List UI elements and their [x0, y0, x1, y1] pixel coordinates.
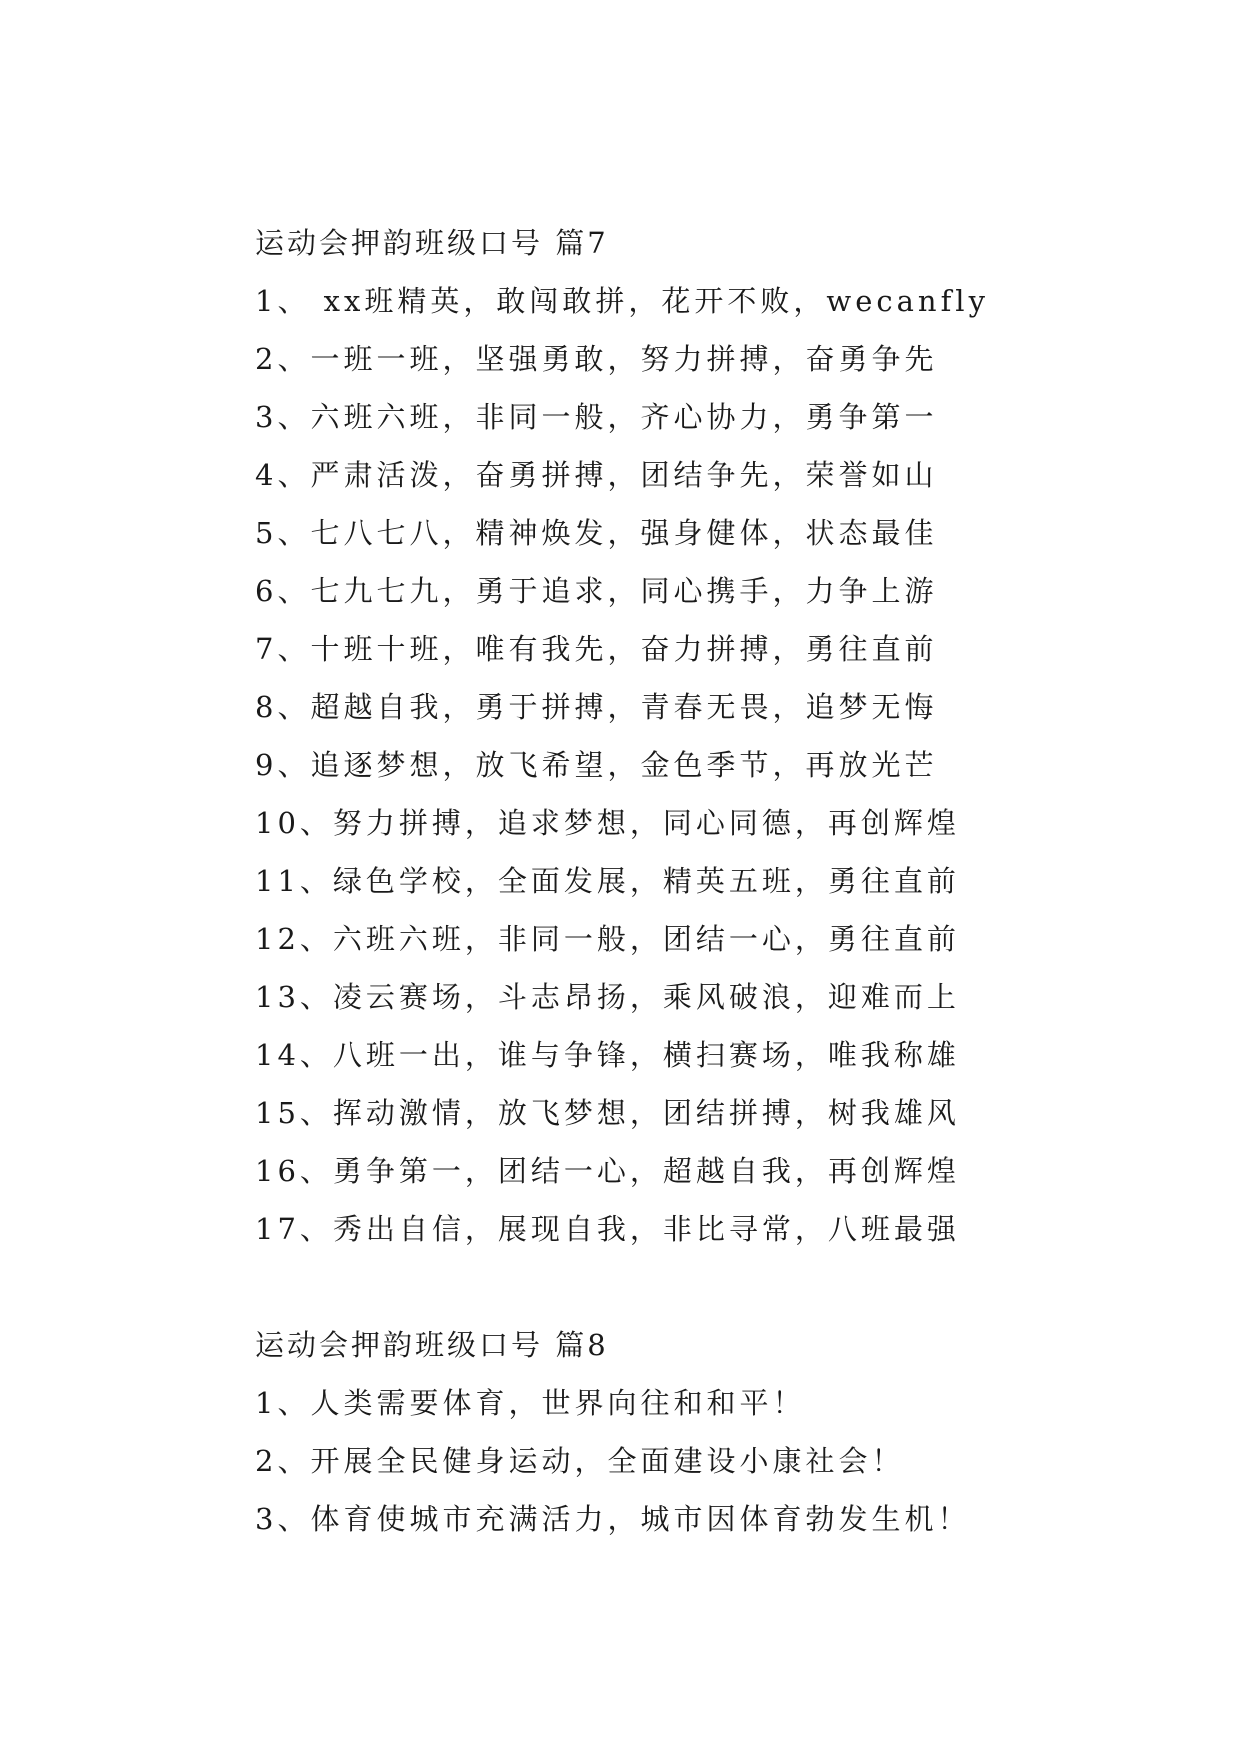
slogan-item: 2、一班一班，坚强勇敢，努力拼搏，奋勇争先 [255, 342, 938, 376]
slogan-item: 16、勇争第一，团结一心，超越自我，再创辉煌 [255, 1154, 960, 1188]
slogan-item: 11、绿色学校，全面发展，精英五班，勇往直前 [255, 864, 960, 898]
slogan-item: 6、七九七九，勇于追求，同心携手，力争上游 [255, 574, 938, 608]
slogan-item: 14、八班一出，谁与争锋，横扫赛场，唯我称雄 [255, 1038, 960, 1072]
document-page [255, 214, 1015, 1548]
section-7 [255, 214, 1015, 1258]
slogan-item: 12、六班六班，非同一般，团结一心，勇往直前 [255, 922, 960, 956]
slogan-item: 10、努力拼搏，追求梦想，同心同德，再创辉煌 [255, 806, 960, 840]
slogan-item: 3、体育使城市充满活力，城市因体育勃发生机！ [255, 1502, 971, 1536]
slogan-item: 17、秀出自信，展现自我，非比寻常，八班最强 [255, 1212, 960, 1246]
slogan-item: 1、人类需要体育，世界向往和和平！ [255, 1386, 806, 1420]
slogan-item: 3、六班六班，非同一般，齐心协力，勇争第一 [255, 400, 938, 434]
slogan-item: 13、凌云赛场，斗志昂扬，乘风破浪，迎难而上 [255, 980, 960, 1014]
section-gap [255, 1258, 1015, 1316]
section-title: 运动会押韵班级口号 篇8 [255, 1328, 609, 1362]
slogan-item: 15、挥动激情，放飞梦想，团结拼搏，树我雄风 [255, 1096, 960, 1130]
slogan-item: 9、追逐梦想，放飞希望，金色季节，再放光芒 [255, 748, 938, 782]
slogan-item: 1、 xx班精英，敢闯敢拼，花开不败，wecanfly [255, 284, 989, 318]
slogan-item: 8、超越自我，勇于拼搏，青春无畏，追梦无悔 [255, 690, 938, 724]
slogan-item: 4、严肃活泼，奋勇拼搏，团结争先，荣誉如山 [255, 458, 938, 492]
section-title: 运动会押韵班级口号 篇7 [255, 226, 609, 260]
slogan-item: 5、七八七八，精神焕发，强身健体，状态最佳 [255, 516, 938, 550]
section-8 [255, 1316, 1015, 1548]
slogan-item: 2、开展全民健身运动，全面建设小康社会！ [255, 1444, 905, 1478]
slogan-item: 7、十班十班，唯有我先，奋力拼搏，勇往直前 [255, 632, 938, 666]
